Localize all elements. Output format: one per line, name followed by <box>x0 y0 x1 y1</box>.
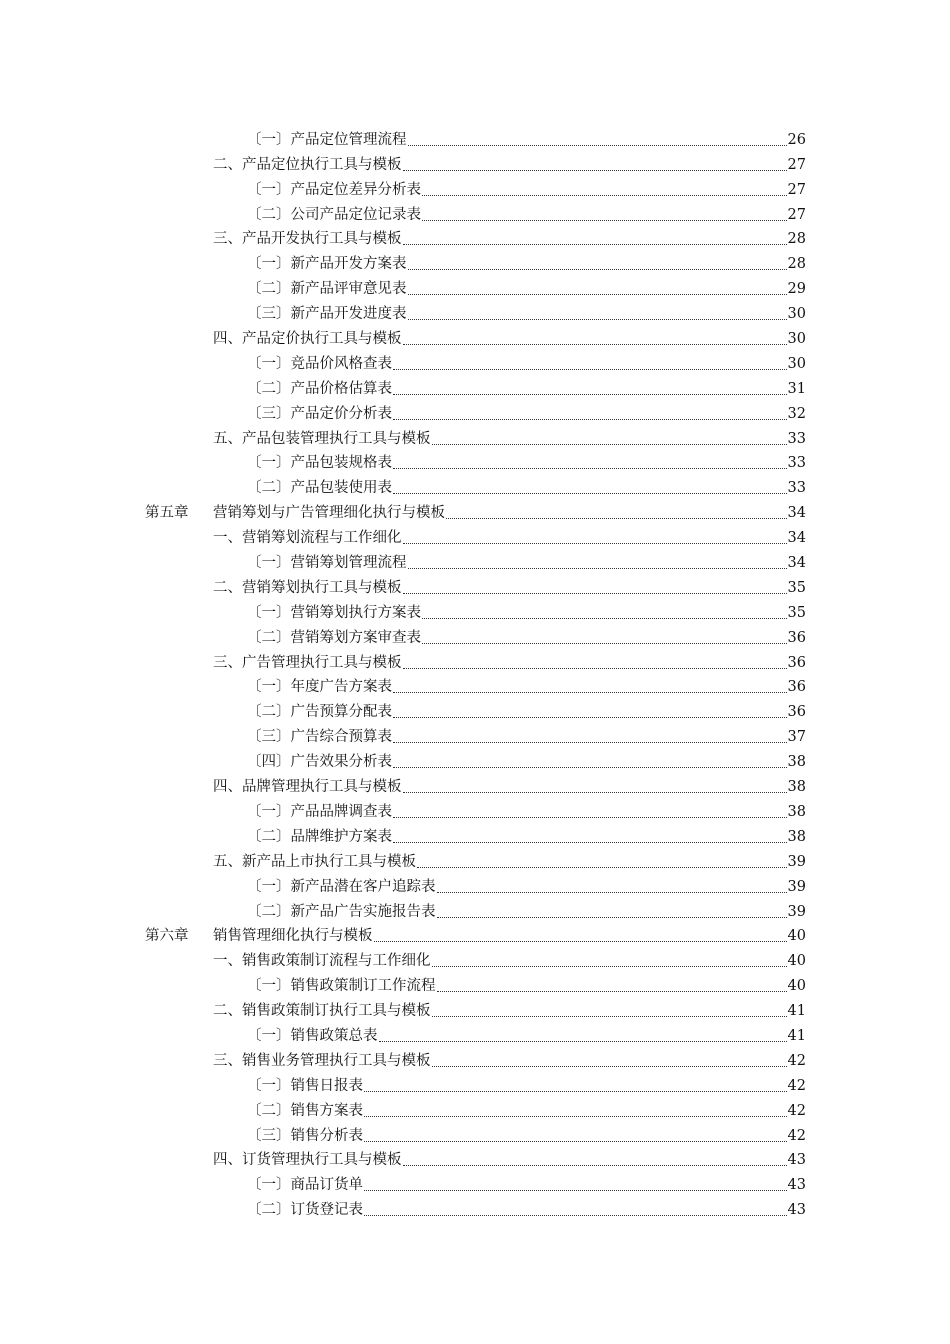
toc-section-entry[interactable] <box>0 1046 806 1071</box>
toc-entry-title: 〔一〕营销筹划管理流程 <box>247 555 407 572</box>
toc-subsection-entry[interactable] <box>0 548 806 573</box>
toc-entry-title: 〔二〕公司产品定位记录表 <box>247 206 421 223</box>
toc-chapter-entry[interactable] <box>0 498 806 523</box>
toc-page-number: 41 <box>787 1003 806 1020</box>
toc-entry-title: 五、新产品上市执行工具与模板 <box>213 853 416 870</box>
toc-page-number: 43 <box>787 1152 806 1169</box>
toc-page-number: 39 <box>787 853 806 870</box>
toc-entry-title: 〔三〕新产品开发进度表 <box>247 306 407 323</box>
toc-dot-leader <box>374 940 787 942</box>
toc-page-number: 40 <box>787 928 806 945</box>
toc-subsection-entry[interactable] <box>0 722 806 747</box>
toc-dot-leader <box>408 567 787 569</box>
toc-entry-title: 〔一〕销售政策制订工作流程 <box>247 978 436 995</box>
toc-dot-leader <box>422 642 787 644</box>
toc-entry-title: 四、订货管理执行工具与模板 <box>213 1152 402 1169</box>
toc-chapter-entry[interactable] <box>0 922 806 947</box>
toc-page-number: 42 <box>787 1052 806 1069</box>
toc-page-number: 27 <box>787 156 806 173</box>
toc-subsection-entry[interactable] <box>0 125 806 150</box>
toc-page-number: 39 <box>787 878 806 895</box>
toc-subsection-entry[interactable] <box>0 299 806 324</box>
toc-subsection-entry[interactable] <box>0 249 806 274</box>
toc-section-entry[interactable] <box>0 523 806 548</box>
toc-dot-leader <box>364 1214 787 1216</box>
toc-entry-title: 〔二〕新产品广告实施报告表 <box>247 903 436 920</box>
toc-subsection-entry[interactable] <box>0 1021 806 1046</box>
toc-subsection-entry[interactable] <box>0 274 806 299</box>
toc-dot-leader <box>403 592 787 594</box>
toc-page-number: 40 <box>787 978 806 995</box>
toc-section-entry[interactable] <box>0 648 806 673</box>
toc-dot-leader <box>432 1065 787 1067</box>
toc-entry-title: 〔一〕产品品牌调查表 <box>247 803 392 820</box>
toc-subsection-entry[interactable] <box>0 1170 806 1195</box>
toc-entry-title: 五、产品包装管理执行工具与模板 <box>213 430 431 447</box>
toc-entry-title: 营销筹划与广告管理细化执行与模板 <box>213 505 445 522</box>
toc-dot-leader <box>432 443 787 445</box>
toc-entry-title: 〔一〕新产品潜在客户追踪表 <box>247 878 436 895</box>
toc-entry-title: 〔一〕产品定位管理流程 <box>247 131 407 148</box>
toc-dot-leader <box>446 517 787 519</box>
toc-dot-leader <box>432 965 787 967</box>
toc-subsection-entry[interactable] <box>0 872 806 897</box>
toc-page-number: 39 <box>787 903 806 920</box>
toc-subsection-entry[interactable] <box>0 200 806 225</box>
toc-entry-title: 〔三〕产品定价分析表 <box>247 405 392 422</box>
toc-entry-title: 三、产品开发执行工具与模板 <box>213 231 402 248</box>
toc-dot-leader <box>364 1090 787 1092</box>
toc-page-number: 33 <box>787 455 806 472</box>
toc-dot-leader <box>422 194 787 196</box>
toc-page-number: 38 <box>787 828 806 845</box>
toc-dot-leader <box>364 1115 787 1117</box>
table-of-contents <box>0 125 950 1220</box>
toc-dot-leader <box>437 990 787 992</box>
toc-entry-title: 〔四〕广告效果分析表 <box>247 754 392 771</box>
toc-section-entry[interactable] <box>0 1146 806 1171</box>
toc-dot-leader <box>393 816 787 818</box>
toc-dot-leader <box>403 1164 787 1166</box>
toc-entry-title: 〔二〕产品价格估算表 <box>247 380 392 397</box>
toc-entry-title: 〔二〕营销筹划方案审查表 <box>247 629 421 646</box>
toc-section-entry[interactable] <box>0 150 806 175</box>
toc-page-number: 30 <box>787 331 806 348</box>
toc-entry-title: 〔二〕品牌维护方案表 <box>247 828 392 845</box>
toc-page-number: 42 <box>787 1102 806 1119</box>
toc-dot-leader <box>393 393 787 395</box>
toc-entry-title: 〔一〕销售政策总表 <box>247 1027 378 1044</box>
toc-subsection-entry[interactable] <box>0 623 806 648</box>
toc-page-number: 36 <box>787 629 806 646</box>
toc-page-number: 43 <box>787 1177 806 1194</box>
toc-page-number: 33 <box>787 480 806 497</box>
toc-page-number: 30 <box>787 306 806 323</box>
toc-page-number: 36 <box>787 704 806 721</box>
toc-page-number: 27 <box>787 206 806 223</box>
toc-page-number: 31 <box>787 380 806 397</box>
toc-page-number: 27 <box>787 181 806 198</box>
toc-dot-leader <box>403 542 787 544</box>
toc-dot-leader <box>393 841 787 843</box>
toc-subsection-entry[interactable] <box>0 747 806 772</box>
toc-dot-leader <box>393 368 787 370</box>
toc-page-number: 33 <box>787 430 806 447</box>
toc-entry-title: 销售管理细化执行与模板 <box>213 928 373 945</box>
toc-page-number: 29 <box>787 281 806 298</box>
toc-subsection-entry[interactable] <box>0 673 806 698</box>
toc-subsection-entry[interactable] <box>0 175 806 200</box>
toc-dot-leader <box>408 293 787 295</box>
toc-dot-leader <box>393 492 787 494</box>
toc-entry-title: 〔三〕销售分析表 <box>247 1127 363 1144</box>
toc-dot-leader <box>417 866 787 868</box>
toc-page-number: 38 <box>787 754 806 771</box>
toc-chapter-label: 第六章 <box>145 928 189 945</box>
toc-subsection-entry[interactable] <box>0 449 806 474</box>
toc-dot-leader <box>422 617 787 619</box>
toc-section-entry[interactable] <box>0 225 806 250</box>
toc-entry-title: 四、品牌管理执行工具与模板 <box>213 779 402 796</box>
toc-entry-title: 三、广告管理执行工具与模板 <box>213 654 402 671</box>
toc-chapter-label: 第五章 <box>145 505 189 522</box>
toc-subsection-entry[interactable] <box>0 598 806 623</box>
toc-page-number: 42 <box>787 1127 806 1144</box>
toc-page-number: 40 <box>787 953 806 970</box>
toc-entry-title: 一、营销筹划流程与工作细化 <box>213 530 402 547</box>
toc-dot-leader <box>437 916 787 918</box>
toc-page-number: 28 <box>787 231 806 248</box>
toc-page-number: 38 <box>787 779 806 796</box>
toc-entry-title: 〔二〕销售方案表 <box>247 1102 363 1119</box>
toc-entry-title: 〔二〕产品包装使用表 <box>247 480 392 497</box>
toc-page-number: 42 <box>787 1077 806 1094</box>
toc-dot-leader <box>432 1015 787 1017</box>
toc-entry-title: 四、产品定价执行工具与模板 <box>213 331 402 348</box>
toc-subsection-entry[interactable] <box>0 1071 806 1096</box>
toc-entry-title: 〔一〕产品包装规格表 <box>247 455 392 472</box>
toc-page-number: 36 <box>787 679 806 696</box>
toc-dot-leader <box>393 716 787 718</box>
toc-entry-title: 〔二〕新产品评审意见表 <box>247 281 407 298</box>
toc-entry-title: 二、销售政策制订执行工具与模板 <box>213 1003 431 1020</box>
toc-dot-leader <box>393 691 787 693</box>
toc-dot-leader <box>379 1040 787 1042</box>
toc-page-number: 36 <box>787 654 806 671</box>
toc-dot-leader <box>437 891 787 893</box>
toc-subsection-entry[interactable] <box>0 697 806 722</box>
toc-entry-title: 三、销售业务管理执行工具与模板 <box>213 1052 431 1069</box>
toc-subsection-entry[interactable] <box>0 1121 806 1146</box>
toc-dot-leader <box>403 169 787 171</box>
toc-subsection-entry[interactable] <box>0 473 806 498</box>
toc-page-number: 38 <box>787 803 806 820</box>
toc-section-entry[interactable] <box>0 847 806 872</box>
toc-page-number: 37 <box>787 729 806 746</box>
toc-dot-leader <box>364 1140 787 1142</box>
toc-subsection-entry[interactable] <box>0 897 806 922</box>
toc-subsection-entry[interactable] <box>0 399 806 424</box>
toc-subsection-entry[interactable] <box>0 822 806 847</box>
toc-page-number: 35 <box>787 579 806 596</box>
toc-entry-title: 〔一〕新产品开发方案表 <box>247 256 407 273</box>
toc-dot-leader <box>403 791 787 793</box>
toc-page-number: 28 <box>787 256 806 273</box>
toc-dot-leader <box>393 741 787 743</box>
toc-page-number: 34 <box>787 530 806 547</box>
toc-subsection-entry[interactable] <box>0 1195 806 1220</box>
toc-dot-leader <box>403 243 787 245</box>
toc-dot-leader <box>364 1189 787 1191</box>
toc-dot-leader <box>408 268 787 270</box>
toc-dot-leader <box>422 219 787 221</box>
toc-page-number: 34 <box>787 555 806 572</box>
toc-subsection-entry[interactable] <box>0 1096 806 1121</box>
toc-section-entry[interactable] <box>0 573 806 598</box>
toc-dot-leader <box>393 467 787 469</box>
toc-entry-title: 二、营销筹划执行工具与模板 <box>213 579 402 596</box>
toc-entry-title: 〔一〕营销筹划执行方案表 <box>247 604 421 621</box>
toc-subsection-entry[interactable] <box>0 349 806 374</box>
toc-subsection-entry[interactable] <box>0 971 806 996</box>
toc-section-entry[interactable] <box>0 996 806 1021</box>
toc-page-number: 41 <box>787 1027 806 1044</box>
toc-dot-leader <box>408 144 787 146</box>
toc-entry-title: 〔二〕订货登记表 <box>247 1202 363 1219</box>
toc-entry-title: 二、产品定位执行工具与模板 <box>213 156 402 173</box>
toc-entry-title: 〔一〕销售日报表 <box>247 1077 363 1094</box>
toc-dot-leader <box>393 418 787 420</box>
toc-page-number: 26 <box>787 131 806 148</box>
toc-subsection-entry[interactable] <box>0 797 806 822</box>
toc-page-number: 32 <box>787 405 806 422</box>
toc-section-entry[interactable] <box>0 324 806 349</box>
toc-dot-leader <box>408 318 787 320</box>
toc-page-number: 30 <box>787 355 806 372</box>
toc-entry-title: 〔二〕广告预算分配表 <box>247 704 392 721</box>
toc-entry-title: 〔一〕竞品价风格查表 <box>247 355 392 372</box>
toc-subsection-entry[interactable] <box>0 374 806 399</box>
toc-page-number: 43 <box>787 1202 806 1219</box>
toc-dot-leader <box>393 766 787 768</box>
toc-entry-title: 〔一〕年度广告方案表 <box>247 679 392 696</box>
toc-section-entry[interactable] <box>0 772 806 797</box>
toc-dot-leader <box>403 343 787 345</box>
toc-entry-title: 〔三〕广告综合预算表 <box>247 729 392 746</box>
toc-page-number: 34 <box>787 505 806 522</box>
toc-entry-title: 一、销售政策制订流程与工作细化 <box>213 953 431 970</box>
toc-entry-title: 〔一〕商品订货单 <box>247 1177 363 1194</box>
toc-entry-title: 〔一〕产品定位差异分析表 <box>247 181 421 198</box>
toc-section-entry[interactable] <box>0 946 806 971</box>
toc-dot-leader <box>403 667 787 669</box>
toc-page-number: 35 <box>787 604 806 621</box>
toc-section-entry[interactable] <box>0 424 806 449</box>
